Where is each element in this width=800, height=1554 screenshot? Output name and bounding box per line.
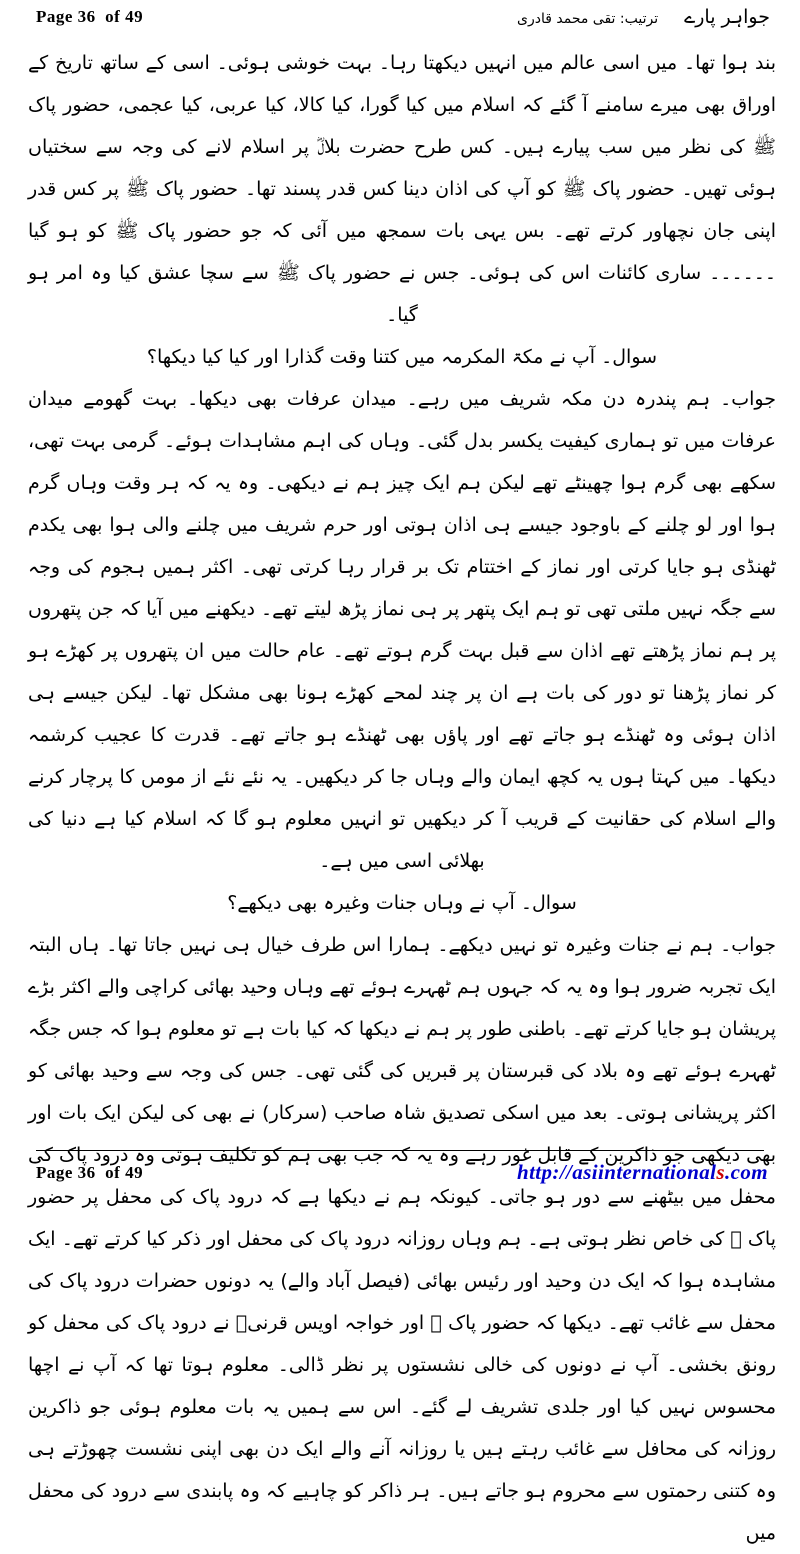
question-line: سوال۔ آپ نے مکۃ المکرمہ میں کتنا وقت گذارا اور کیا کیا دیکھا؟	[146, 346, 658, 368]
page-footer	[36, 1158, 768, 1186]
url-text-highlight: s	[716, 1159, 725, 1184]
header-page-label: Page 36 of 49	[36, 7, 144, 26]
body-paragraph: جواب۔ ہم نے جنات وغیرہ تو نہیں دیکھے۔ ہمارا اس طرف خیال ہی نہیں جاتا تھا۔ ہاں البتہ ایک تجربہ ضرور ہوا وہ یہ کہ جہوں ہم ٹھہرے ہوئے تھے وہاں وحید بھائی کراچی والے اکثر بڑے پریشان ہو جایا کرتے تھے۔ باطنی طور پر ہم نے دیکھا کہ کیا بات ہے تو معلوم ہوا کہ جس جگہ ٹھہرے ہوئے تھے وہ بلاد کی قبرستان پر قبریں کی گئی تھی۔ جس کی وجہ سے وحید بھائی کو اکثر پریشانی ہوتی۔ بعد میں اسکی تصدیق شاہ صاحب (سرکار) نے بھی کی لیکن ایک بات اور بھی دیکھی جو ذاکرین کے قابل غور رہے وہ یہ کہ جب بھی ہم کو تکلیف ہوتی وہ درود پاک کی محفل میں بیٹھنے سے دور ہو جاتی۔ کیونکہ ہم نے دیکھا ہے کہ درود پاک کی محفل پر حضور پاک ﷺ کی خاص نظر ہوتی ہے۔ ہم وہاں روزانہ درود پاک کی محفل اور ذکر کیا کرتے تھے۔ ایک مشاہدہ ہوا کہ ایک دن وحید اور رئیس بھائی (فیصل آباد والے) یہ دونوں حضرات درود پاک کی محفل سے غائب تھے۔ دیکھا کہ حضور پاک ﷺ اور خواجہ اویس قرنیؒ نے درود پاک کی محفل کو رونق بخشی۔ آپ نے دونوں کی خالی نشستوں پر نظر ڈالی۔ معلوم ہوتا تھا کہ آپ نے اچھا محسوس نہیں کیا اور جلدی تشریف لے گئے۔ اس سے ہمیں یہ بات معلوم ہوئی جو ذاکرین روزانہ کی محافل سے غائب رہتے ہیں یا روزانہ آنے والے ایک دن بھی اپنی نشست چھوڑتے ہی وہ کتنی رحمتوں سے محروم ہو جاتے ہیں۔ ہر ذاکر کو چاہیے کہ وہ پابندی سے درود کی محفل میں	[28, 934, 776, 1544]
url-text-part-2: .com	[724, 1159, 768, 1184]
website-url-link[interactable]	[516, 1159, 768, 1184]
body-paragraph: بند ہوا تھا۔ میں اسی عالم میں انہیں دیکھتا رہا۔ بہت خوشی ہوئی۔ اسی کے ساتھ تاریخ کے اوراق بھی میرے سامنے آ گئے کہ اسلام میں کیا گورا، کیا کالا، کیا عربی، کیا عجمی، حضور پاک ﷺ کی نظر میں سب پیارے ہیں۔ کس طرح حضرت بلالؓ پر اسلام لانے کی وجہ سے سختیاں ہوئی تھیں۔ حضور پاک ﷺ کو آپ کی اذان دینا کس قدر پسند تھا۔ حضور پاک ﷺ پر کس قدر اپنی جان نچھاور کرتے تھے۔ بس یہی بات سمجھ میں آئی کہ جو حضور پاک ﷺ کو ہو گیا ۔۔۔۔۔۔ ساری کائنات اس کی ہوئی۔ جس نے حضور پاک ﷺ سے سچا عشق کیا وہ امر ہو گیا۔	[28, 52, 776, 326]
book-title: جواہر پارے	[684, 6, 770, 28]
footer-divider	[36, 1150, 764, 1151]
question-line: سوال۔ آپ نے وہاں جنات وغیرہ بھی دیکھے؟	[227, 892, 577, 914]
body-paragraph: جواب۔ ہم پندرہ دن مکہ شریف میں رہے۔ میدان عرفات بھی دیکھا۔ بہت گھومے میدان عرفات میں تو ہماری کیفیت یکسر بدل گئی۔ وہاں کی اہم مشاہدات ہوئے۔ گرمی بہت تھی، سکھے بھی گرم ہوا چھینٹے تھے لیکن ہم ایک چیز ہم نے دیکھی۔ وہ یہ کہ ہر وقت وہاں گرم ہوا اور لو چلنے کے باوجود جیسے ہی اذان ہوتی اور حرم شریف میں چلنے والی ہوا بھی یکدم ٹھنڈی ہو جایا کرتی اور نماز کے اختتام تک بر قرار رہا کرتی تھی۔ اکثر ہمیں ہجوم کی وجہ سے جگہ نہیں ملتی تھی تو ہم ایک پتھر پر ہی نماز پڑھ لیتے تھے۔ دیکھنے میں آیا کہ جن پتھروں پر ہم نماز پڑھتے تھے اذان سے قبل بہت گرم ہوتے تھے۔ عام حالت میں ان پتھروں پر کھڑے ہو کر نماز پڑھنا تو دور کی بات ہے ان پر چند لمحے کھڑے ہونا بھی مشکل تھا۔ لیکن جیسے ہی اذان ہوئی وہ ٹھنڈے ہو جاتے تھے اور پاؤں بھی ٹھنڈے ہو جاتے تھے۔ قدرت کا عجیب کرشمہ دیکھا۔ میں کہتا ہوں یہ کچھ ایمان والے وہاں جا کر دیکھیں۔ یہ نئے نئے از مومں کا پرچار کرنے والے اسلام کی حقانیت کے قریب آ کر دیکھیں تو انہیں معلوم ہو گا کہ اسلام کیا ہے دنیا کی بھلائی اسی میں ہے۔	[28, 388, 776, 872]
footer-page-label: Page 36 of 49	[36, 1162, 144, 1182]
page-header	[36, 8, 770, 38]
book-compiler: ترتیب: تقی محمد قادری	[517, 11, 659, 27]
header-title-group	[517, 8, 770, 27]
url-text-part-1: http://asiinternational	[516, 1159, 717, 1184]
page-body-text	[28, 42, 776, 1554]
